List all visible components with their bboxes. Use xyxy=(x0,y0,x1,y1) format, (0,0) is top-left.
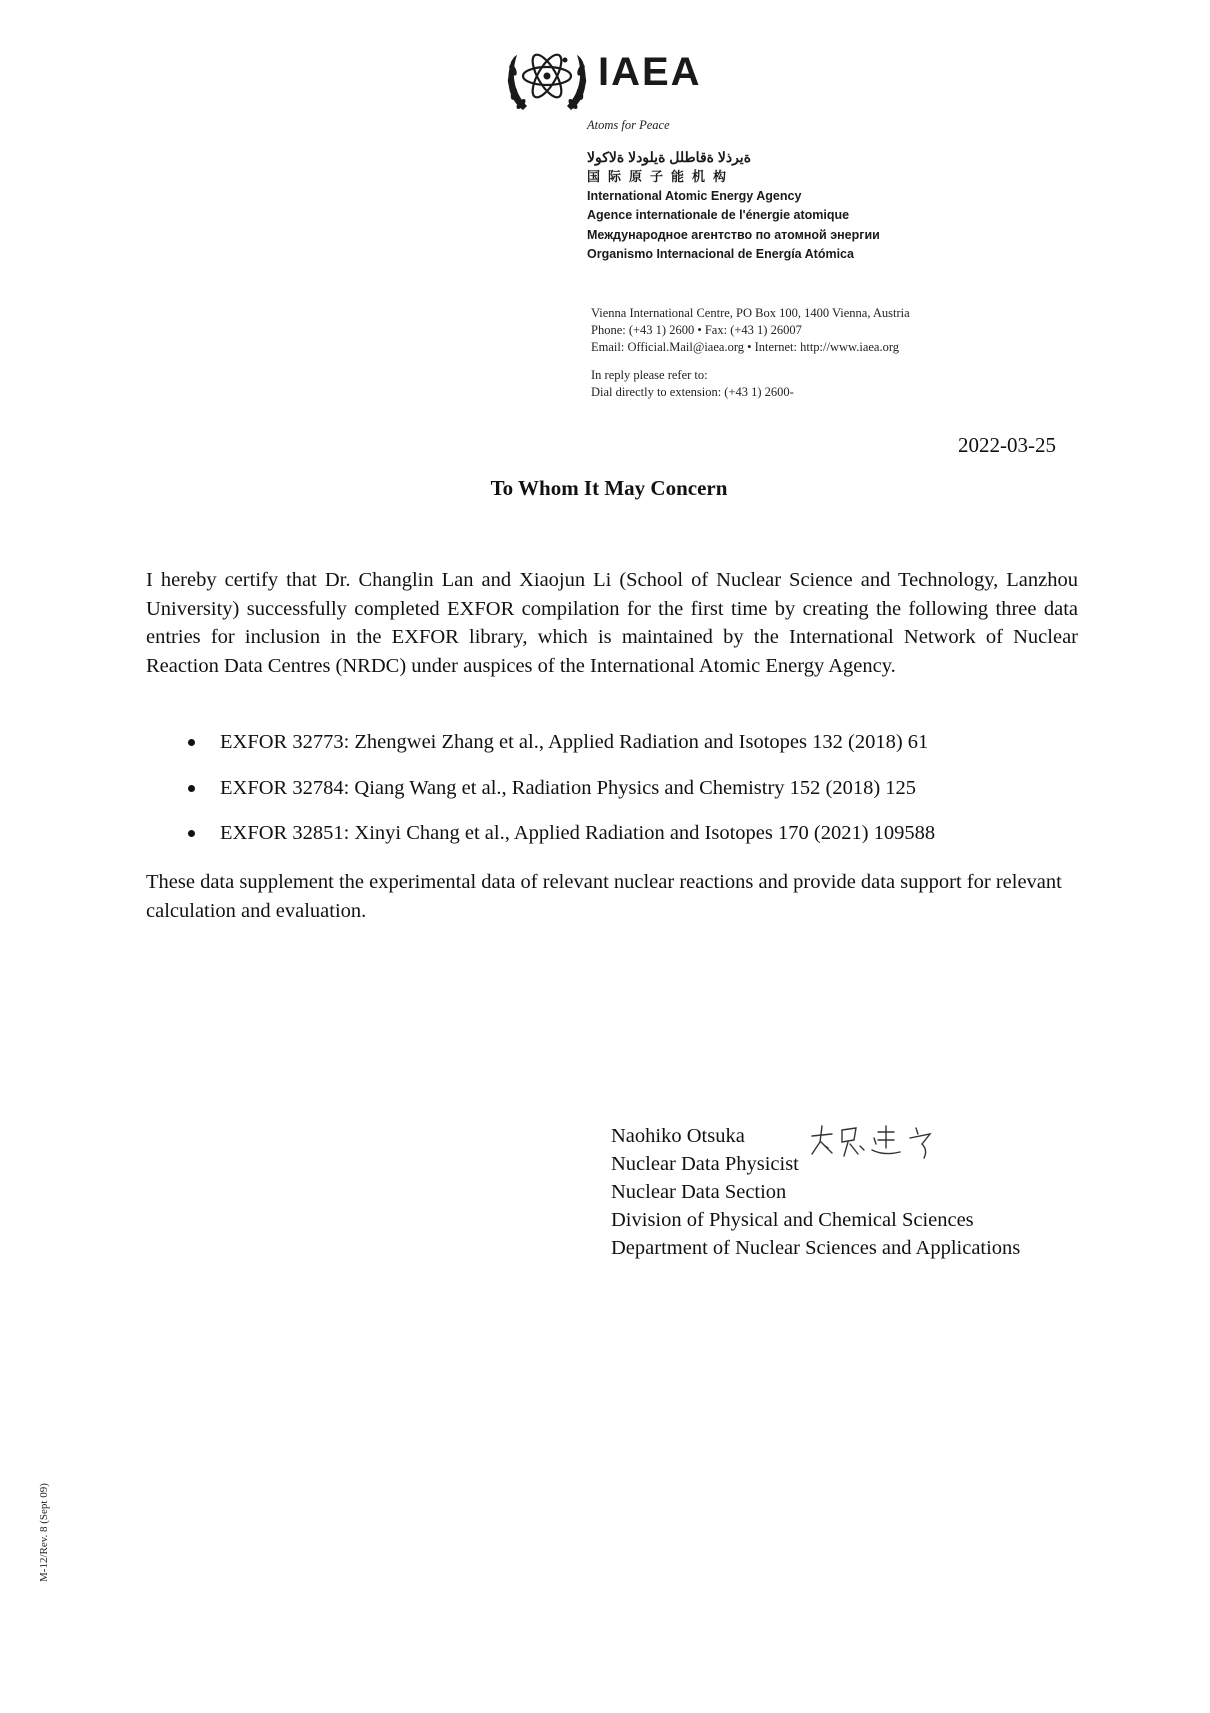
body-paragraph: I hereby certify that Dr. Changlin Lan and Xiaojun Li (School of Nuclear Science and Technology, Lanzhou University) successfully completed EXFOR compilation for the first time by creating the following three data entries for inclusion in the EXFOR library, which is maintained by the International Network of Nuclear Reaction Data Centres (NRDC) under auspices of the International Atomic Energy Agency. xyxy=(146,569,1078,677)
list-item xyxy=(170,774,1070,820)
iaea-emblem-logo xyxy=(503,40,591,118)
entry-text: EXFOR 32784: Qiang Wang et al., Radiation Physics and Chemistry 152 (2018) 125 xyxy=(220,776,917,799)
signatory-division: Division of Physical and Chemical Sciences xyxy=(611,1209,974,1231)
list-item xyxy=(170,728,1070,774)
list-item xyxy=(170,819,1070,865)
tagline: Atoms for Peace xyxy=(587,118,670,132)
form-code: M-12/Rev. 8 (Sept 09) xyxy=(38,1483,50,1582)
agency-name-spanish: Organismo Internacional de Energía Atómica xyxy=(587,247,854,261)
phone-fax: Phone: (+43 1) 2600 • Fax: (+43 1) 26007 xyxy=(591,323,802,337)
entry-text: EXFOR 32851: Xinyi Chang et al., Applied Radiation and Isotopes 170 (2021) 109588 xyxy=(220,822,936,844)
agency-name-russian: Международное агентство по атомной энергии xyxy=(587,228,880,242)
signatory-section: Nuclear Data Section xyxy=(611,1181,787,1203)
closing-paragraph: These data supplement the experimental data of relevant nuclear reactions and provide data support for relevant calculation and evaluation. xyxy=(146,871,1062,922)
org-abbreviation: IAEA xyxy=(598,50,702,94)
email-website: Email: Official.Mail@iaea.org • Internet: http://www.iaea.org xyxy=(591,340,900,354)
postal-address: Vienna International Centre, PO Box 100, 1400 Vienna, Austria xyxy=(591,306,910,320)
signatory-name: Naohiko Otsuka xyxy=(611,1125,745,1147)
agency-name-arabic: الوكالة الدولية للطاقة الذرية xyxy=(587,149,752,165)
bullet-icon xyxy=(188,830,195,837)
letter-heading: To Whom It May Concern xyxy=(490,476,728,500)
signatory-department: Department of Nuclear Sciences and Applications xyxy=(611,1237,1021,1259)
entry-text: EXFOR 32773: Zhengwei Zhang et al., Applied Radiation and Isotopes 132 (2018) 61 xyxy=(220,731,929,753)
handwritten-signature xyxy=(808,1120,940,1160)
dial-extension: Dial directly to extension: (+43 1) 2600- xyxy=(591,385,794,399)
bullet-icon xyxy=(188,785,195,792)
signatory-title: Nuclear Data Physicist xyxy=(611,1153,799,1175)
agency-name-chinese: 国际原子能机构 xyxy=(587,169,735,184)
entry-list xyxy=(170,728,1070,865)
letter-date: 2022-03-25 xyxy=(958,433,1056,457)
agency-name-english: International Atomic Energy Agency xyxy=(587,189,802,203)
agency-name-french: Agence internationale de l'énergie atomique xyxy=(587,208,850,222)
reply-reference: In reply please refer to: xyxy=(591,368,708,382)
bullet-icon xyxy=(188,739,195,746)
